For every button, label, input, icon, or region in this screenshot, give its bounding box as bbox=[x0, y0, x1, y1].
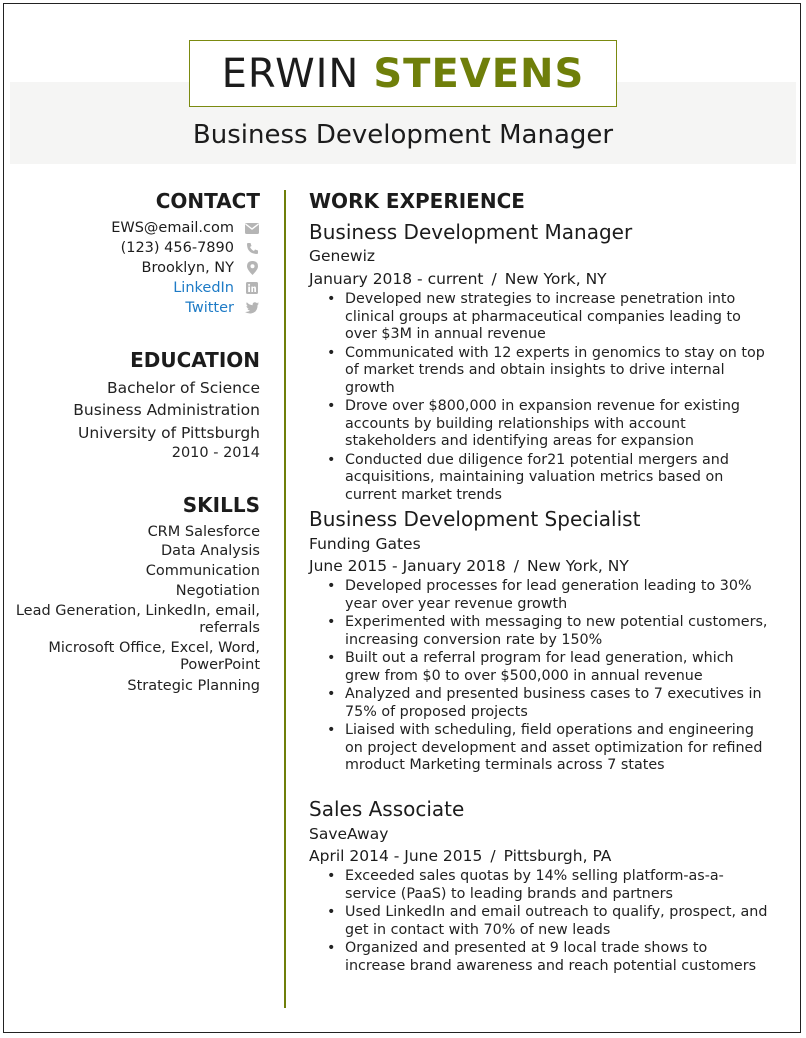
job-role: Business Development Specialist bbox=[309, 507, 641, 531]
job-location: New York, NY bbox=[526, 557, 629, 575]
skill-item: Communication bbox=[145, 563, 260, 579]
skill-item: Microsoft Office, Excel, Word, bbox=[48, 640, 260, 656]
experience-heading: WORK EXPERIENCE bbox=[309, 189, 525, 213]
education-heading: EDUCATION bbox=[130, 348, 260, 372]
contact-twitter[interactable] bbox=[185, 300, 260, 316]
education-major: Business Administration bbox=[73, 401, 260, 419]
map-pin-icon bbox=[244, 261, 260, 275]
list-item: • Analyzed and presented business cases to 7 executives in 75% of proposed projects bbox=[327, 686, 771, 721]
twitter-link[interactable]: Twitter bbox=[185, 300, 234, 316]
location-text: Brooklyn, NY bbox=[141, 260, 234, 276]
job-meta bbox=[309, 557, 629, 575]
skill-item-continued: referrals bbox=[199, 620, 260, 636]
job-title: Business Development Manager bbox=[192, 120, 614, 150]
contact-phone[interactable] bbox=[121, 240, 260, 256]
linkedin-link[interactable]: LinkedIn bbox=[173, 280, 234, 296]
skill-item-continued: PowerPoint bbox=[180, 657, 260, 673]
job-meta bbox=[309, 270, 607, 288]
phone-icon bbox=[244, 241, 260, 255]
phone-text: (123) 456-7890 bbox=[120, 240, 234, 256]
column-divider bbox=[284, 190, 286, 1008]
first-name: ERWIN bbox=[221, 50, 360, 97]
skill-item: Data Analysis bbox=[161, 543, 260, 559]
job-role: Business Development Manager bbox=[309, 220, 633, 244]
job-bullets bbox=[327, 868, 771, 976]
job-bullets bbox=[327, 578, 771, 776]
list-item: • Developed processes for lead generation leading to 30% year over year revenue growth bbox=[327, 578, 771, 613]
linkedin-icon bbox=[244, 281, 260, 295]
name-box bbox=[189, 40, 617, 107]
skill-item: Negotiation bbox=[175, 583, 260, 599]
job-company: Genewiz bbox=[309, 247, 376, 265]
last-name: STEVENS bbox=[373, 50, 585, 97]
job-location: Pittsburgh, PA bbox=[503, 847, 612, 865]
contact-email[interactable] bbox=[111, 220, 260, 236]
envelope-icon bbox=[244, 221, 260, 235]
list-item: • Built out a referral program for lead generation, which grew from $0 to over $500,000 in annual revenue bbox=[327, 650, 771, 685]
meta-separator: / bbox=[491, 270, 497, 288]
education-school: University of Pittsburgh bbox=[78, 424, 260, 442]
contact-linkedin[interactable] bbox=[173, 280, 260, 296]
job-dates: June 2015 - January 2018 bbox=[309, 557, 506, 575]
list-item: • Communicated with 12 experts in genomics to stay on top of market trends and obtain insights to drive internal growth bbox=[327, 345, 771, 398]
skill-item: CRM Salesforce bbox=[147, 524, 260, 540]
job-role: Sales Associate bbox=[309, 797, 465, 821]
twitter-icon bbox=[244, 301, 260, 315]
list-item: • Conducted due diligence for21 potential mergers and acquisitions, maintaining valuation metrics based on current market trends bbox=[327, 452, 771, 505]
education-degree: Bachelor of Science bbox=[106, 379, 260, 397]
job-company: SaveAway bbox=[309, 825, 389, 843]
list-item: • Experimented with messaging to new potential customers, increasing conversion rate by 150% bbox=[327, 614, 771, 649]
email-text: EWS@email.com bbox=[111, 220, 234, 236]
job-company: Funding Gates bbox=[309, 535, 421, 553]
job-meta bbox=[309, 847, 611, 865]
skills-heading: SKILLS bbox=[182, 493, 260, 517]
list-item: • Developed new strategies to increase penetration into clinical groups at pharmaceutical companies leading to over $3M in annual revenue bbox=[327, 291, 771, 344]
meta-separator: / bbox=[513, 557, 519, 575]
job-dates: January 2018 - current bbox=[309, 270, 484, 288]
contact-location bbox=[142, 260, 260, 276]
job-dates: April 2014 - June 2015 bbox=[309, 847, 483, 865]
list-item: • Organized and presented at 9 local trade shows to increase brand awareness and reach potential customers bbox=[327, 940, 771, 975]
skill-item: Strategic Planning bbox=[127, 678, 260, 694]
list-item: • Liaised with scheduling, field operations and engineering on project development and asset optimization for refined mroduct Marketing terminals across 7 states bbox=[327, 722, 771, 775]
list-item: • Drove over $800,000 in expansion revenue for existing accounts by building relationships with account stakeholders and identifying areas for expansion bbox=[327, 398, 771, 451]
job-bullets bbox=[327, 291, 771, 505]
list-item: • Exceeded sales quotas by 14% selling platform-as-a-service (PaaS) to leading brands and partners bbox=[327, 868, 771, 903]
education-years: 2010 - 2014 bbox=[171, 445, 260, 461]
contact-heading: CONTACT bbox=[155, 189, 260, 213]
skill-item: Lead Generation, LinkedIn, email, bbox=[15, 603, 260, 619]
meta-separator: / bbox=[490, 847, 496, 865]
list-item: • Used LinkedIn and email outreach to qualify, prospect, and get in contact with 70% of new leads bbox=[327, 904, 771, 939]
job-location: New York, NY bbox=[504, 270, 607, 288]
